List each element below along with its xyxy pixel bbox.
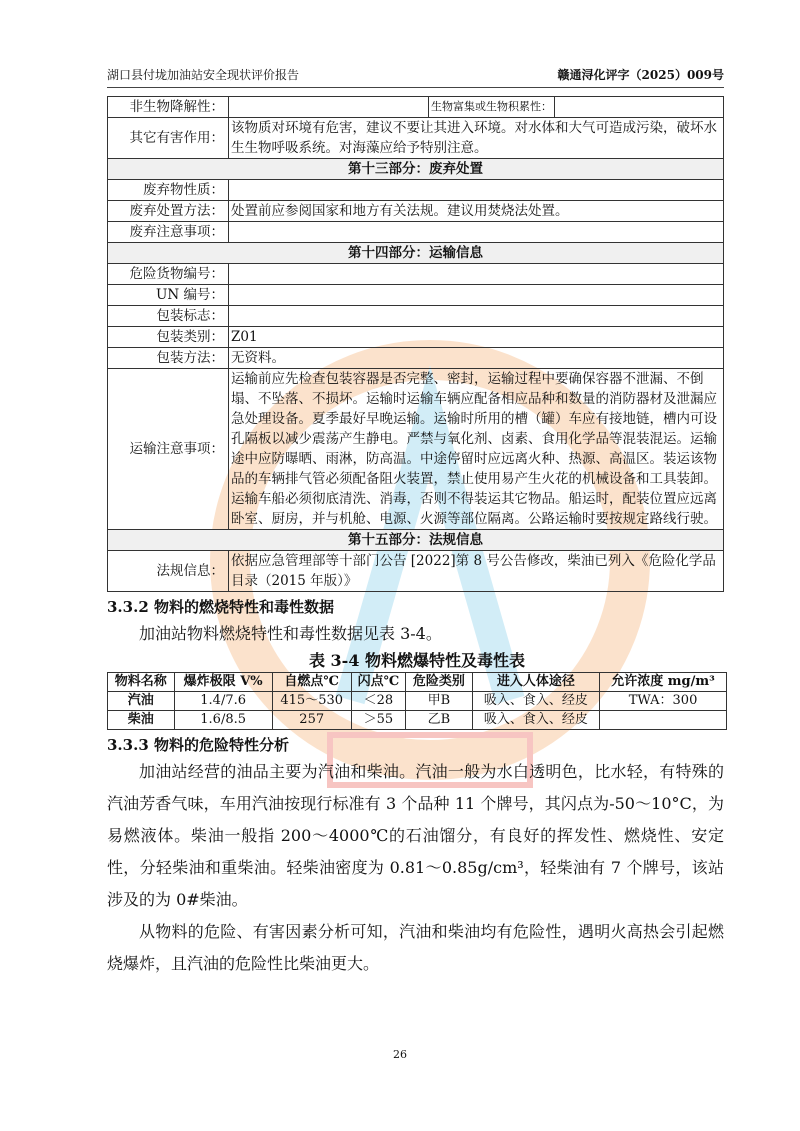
section-header: 第十四部分：运输信息 <box>108 243 724 264</box>
table-caption: 表 3-4 物料燃爆特性及毒性表 <box>308 651 526 670</box>
report-number: 赣通浔化评字（2025）009号 <box>557 68 724 82</box>
table-row: 柴油 1.6/8.5 257 ＞55 乙B 吸入、食入、经皮 <box>108 711 727 730</box>
table-row: 非生物降解性： 生物富集或生物积累性： <box>108 97 724 118</box>
table-header-row: 物料名称 爆炸极限 V% 自燃点℃ 闪点℃ 危险类别 进入人体途径 允许浓度 mg/m³ <box>108 673 727 692</box>
section-heading-3-3-3: 3.3.3 物料的危险特性分析 <box>107 736 289 754</box>
table-row: UN 编号： <box>108 285 724 306</box>
page-header <box>107 66 724 88</box>
table-row: 其它有害作用： 该物质对环境有危害，建议不要让其进入环境。对水体和大气可造成污染，破坏水生生物呼吸系统。对海藻应给予特别注意。 <box>108 118 724 159</box>
table-row: 危险货物编号： <box>108 264 724 285</box>
table-row: 废弃处置方法： 处置前应参阅国家和地方有关法规。建议用焚烧法处置。 <box>108 201 724 222</box>
paragraph: 从物料的危险、有害因素分析可知，汽油和柴油均有危险性，遇明火高热会引起燃烧爆炸，且汽油的危险性比柴油更大。 <box>107 922 724 973</box>
table-3-4 <box>107 672 727 730</box>
section-heading-3-3-2: 3.3.2 物料的燃烧特性和毒性数据 <box>107 598 334 616</box>
table-row: 法规信息： 依据应急管理部等十部门公告 [2022]第 8 号公告修改，柴油已列入《危险化学品目录（2015 年版）》 <box>108 551 724 592</box>
msds-table <box>107 96 724 592</box>
section-header: 第十三部分：废弃处置 <box>108 159 724 180</box>
paragraph: 加油站物料燃烧特性和毒性数据见表 3-4。 <box>139 624 442 643</box>
table-row: 运输注意事项： 运输前应先检查包装容器是否完整、密封，运输过程中要确保容器不泄漏、不倒塌、不坠落、不损坏。运输时运输车辆应配备相应品种和数量的消防器材及泄漏应急处理设备。夏季最好早晚运输。运输时所用的槽（罐）车应有接地链，槽内可设孔隔板以减少震荡产生静电。严禁与氧化剂、卤素、食用化学品等混装混运。运输途中应防曝晒、雨淋，防高温。中途停留时应远离火种、热源、高温区。装运该物品的车辆排气管必须配备阻火装置，禁止使用易产生火花的机械设备和工具装卸。运输车船必须彻底清洗、消毒，否则不得装运其它物品。船运时，配装位置应远离卧室、厨房，并与机舱、电源、火源等部位隔离。公路运输时要按规定路线行驶。 <box>108 369 724 530</box>
report-title: 湖口县付垅加油站安全现状评价报告 <box>107 68 300 82</box>
table-row: 包装方法： 无资料。 <box>108 348 724 369</box>
table-row: 包装类别： Z01 <box>108 327 724 348</box>
table-row: 汽油 1.4/7.6 415～530 ＜28 甲B 吸入、食入、经皮 TWA：300 <box>108 692 727 711</box>
table-row: 废弃注意事项： <box>108 222 724 243</box>
page-body <box>107 96 727 980</box>
table-row: 废弃物性质： <box>108 180 724 201</box>
paragraph: 加油站经营的油品主要为汽油和柴油。汽油一般为水白透明色，比水轻，有特殊的汽油芳香气味，车用汽油按现行标准有 3 个品种 11 个牌号，其闪点为-50～10°C，为易燃液体。柴油一般指 200～4000℃的石油馏分，有良好的挥发性、燃烧性、安定性，分轻柴油和重柴油。轻柴油密度为 0.81～0.85g/cm³，轻柴油有 7 个牌号，该站涉及的为 0#柴油。 <box>107 762 724 909</box>
section-header: 第十五部分：法规信息 <box>108 530 724 551</box>
table-row: 包装标志： <box>108 306 724 327</box>
page-number: 26 <box>393 1048 407 1061</box>
